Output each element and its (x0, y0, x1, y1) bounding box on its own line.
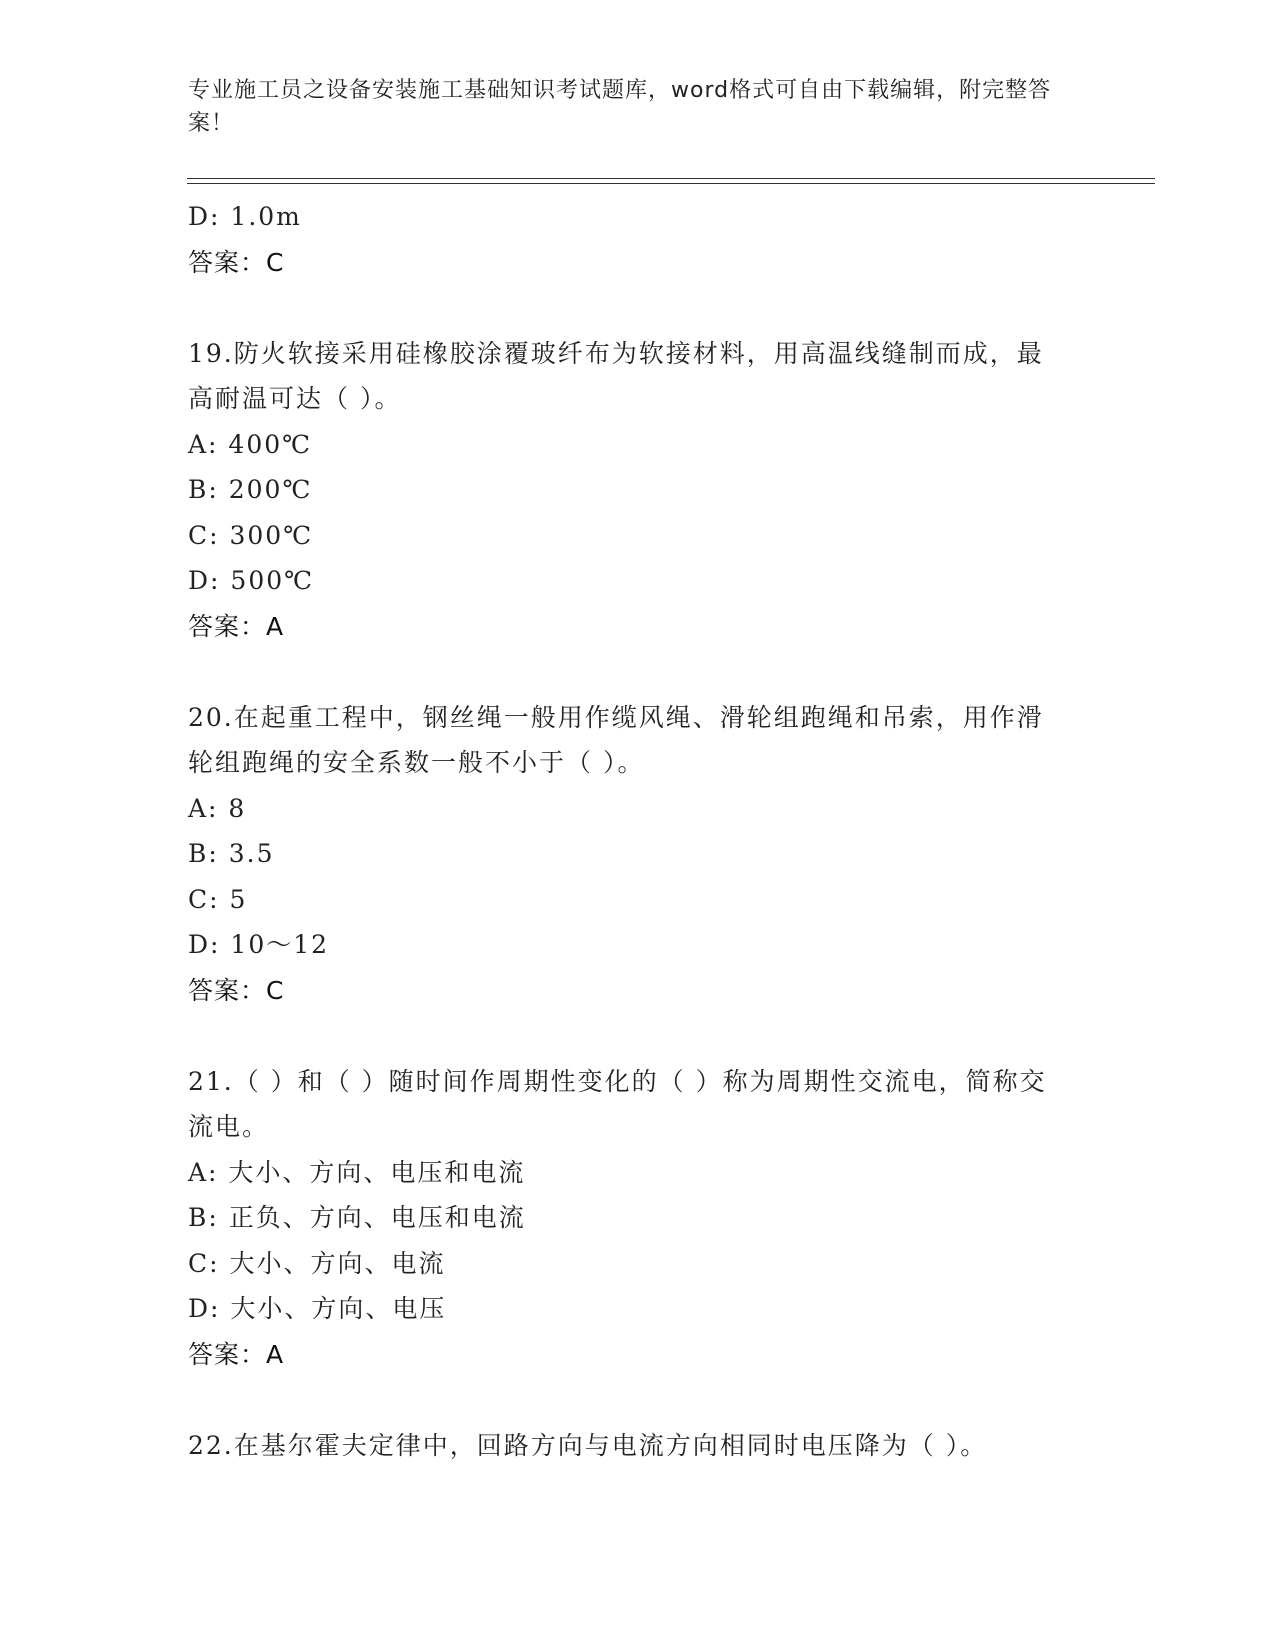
option-d: D: 500℃ (188, 566, 315, 595)
spacer (188, 285, 1088, 331)
question-20: 20.在起重工程中，钢丝绳一般用作缆风绳、滑轮组跑绳和吊索，用作滑轮组跑绳的安全系数一般不小于（ ）。 (188, 702, 1044, 777)
question-22: 22.在基尔霍夫定律中，回路方向与电流方向相同时电压降为（ ）。 (188, 1430, 988, 1460)
option-c: C: 5 (188, 884, 248, 914)
spacer (188, 649, 1088, 695)
spacer (188, 1013, 1088, 1059)
option-d: D: 1.0m (188, 202, 302, 231)
document-body (188, 194, 1088, 1468)
answer: 答案：C (188, 975, 285, 1005)
header-rule-bottom (187, 183, 1155, 184)
option-b: B: 3.5 (188, 839, 275, 868)
option-d: D: 大小、方向、电压 (188, 1294, 447, 1323)
option-c: C: 300℃ (188, 520, 314, 550)
option-a: A: 大小、方向、电压和电流 (188, 1157, 526, 1187)
answer: 答案：A (188, 611, 285, 641)
option-c: C: 大小、方向、电流 (188, 1248, 446, 1278)
option-a: A: 400℃ (188, 429, 313, 459)
question-19: 19.防火软接采用硅橡胶涂覆玻纤布为软接材料，用高温线缝制而成，最高耐温可达（ ）。 (188, 338, 1044, 413)
question-21: 21.（ ）和（ ）随时间作周期性变化的（ ）称为周期性交流电，简称交流电。 (188, 1066, 1047, 1141)
answer: 答案：A (188, 1339, 285, 1369)
option-b: B: 200℃ (188, 475, 313, 504)
option-b: B: 正负、方向、电压和电流 (188, 1203, 526, 1232)
option-a: A: 8 (188, 793, 247, 823)
spacer (188, 1377, 1088, 1423)
document-header (188, 74, 1068, 140)
option-d: D: 10～12 (188, 930, 330, 959)
header-rule-top (187, 178, 1155, 179)
answer: 答案：C (188, 247, 285, 277)
header-text: 专业施工员之设备安装施工基础知识考试题库，word格式可自由下载编辑，附完整答案！ (188, 78, 1052, 136)
